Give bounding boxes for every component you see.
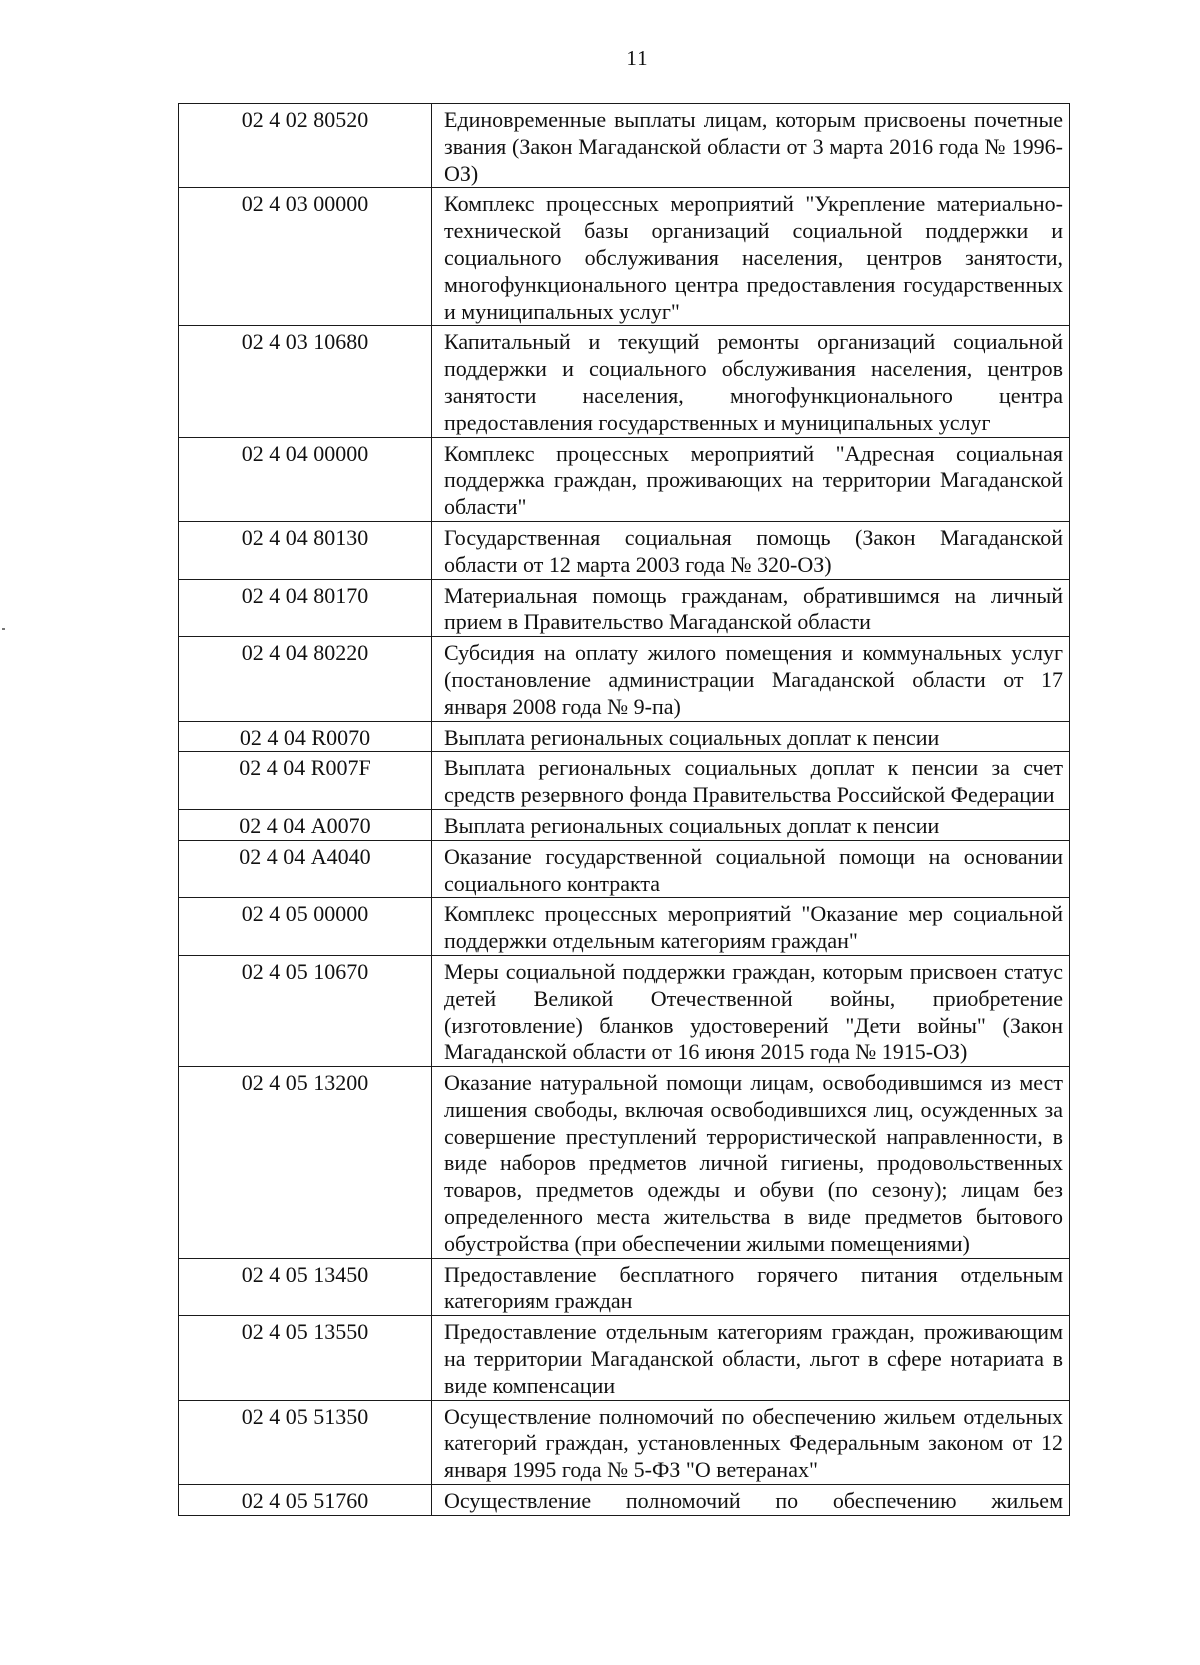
table-row [179, 188, 1070, 326]
scan-mark [2, 628, 5, 630]
row-description: Единовременные выплаты лицам, которым присвоены почетные звания (Закон Магаданской области от 3 марта 2016 года № 1996-ОЗ) [432, 104, 1070, 188]
row-code: 02 4 04 80220 [179, 637, 432, 721]
row-description: Выплата региональных социальных доплат к пенсии [432, 809, 1070, 840]
table-row [179, 721, 1070, 752]
row-code: 02 4 05 13450 [179, 1258, 432, 1316]
table-row [179, 579, 1070, 637]
table-row [179, 1485, 1070, 1516]
row-code: 02 4 05 10670 [179, 955, 432, 1066]
table-row [179, 521, 1070, 579]
row-description: Оказание натуральной помощи лицам, освободившимся из мест лишения свободы, включая освободившихся лиц, осужденных за совершение преступлений террористической направленности, в виде наборов предметов личной гигиены, продовольственных товаров, предметов одежды и обуви (по сезону); лицам без определенного места жительства в виде предметов бытового обустройства (при обеспечении жилыми помещениями) [432, 1067, 1070, 1259]
table-row [179, 637, 1070, 721]
table-row [179, 898, 1070, 956]
row-code: 02 4 04 А4040 [179, 840, 432, 898]
table-row [179, 1067, 1070, 1259]
page-number: 11 [626, 46, 649, 70]
row-description: Государственная социальная помощь (Закон Магаданской области от 12 марта 2003 года № 320-ОЗ) [432, 521, 1070, 579]
row-code: 02 4 04 А0070 [179, 809, 432, 840]
row-description: Осуществление полномочий по обеспечению жильем [432, 1485, 1070, 1516]
table-row [179, 752, 1070, 810]
row-description: Выплата региональных социальных доплат к пенсии [432, 721, 1070, 752]
budget-codes-table [178, 103, 1070, 1516]
row-description: Меры социальной поддержки граждан, которым присвоен статус детей Великой Отечественной войны, приобретение (изготовление) бланков удостоверений "Дети войны" (Закон Магаданской области от 16 июня 2015 года № 1915-ОЗ) [432, 955, 1070, 1066]
row-code: 02 4 04 R0070 [179, 721, 432, 752]
table-row [179, 955, 1070, 1066]
row-code: 02 4 05 00000 [179, 898, 432, 956]
row-code: 02 4 05 13550 [179, 1316, 432, 1400]
row-description: Предоставление отдельным категориям граждан, проживающим на территории Магаданской области, льгот в сфере нотариата в виде компенсации [432, 1316, 1070, 1400]
row-description: Выплата региональных социальных доплат к пенсии за счет средств резервного фонда Правительства Российской Федерации [432, 752, 1070, 810]
row-code: 02 4 04 R007F [179, 752, 432, 810]
row-description: Комплекс процессных мероприятий "Укрепление материально-технической базы организаций социальной поддержки и социального обслуживания населения, центров занятости, многофункционального центра предоставления государственных и муниципальных услуг" [432, 188, 1070, 326]
row-code: 02 4 04 00000 [179, 437, 432, 521]
row-description: Субсидия на оплату жилого помещения и коммунальных услуг (постановление администрации Магаданской области от 17 января 2008 года № 9-па) [432, 637, 1070, 721]
row-code: 02 4 03 00000 [179, 188, 432, 326]
table-row [179, 104, 1070, 188]
row-description: Комплекс процессных мероприятий "Адресная социальная поддержка граждан, проживающих на территории Магаданской области" [432, 437, 1070, 521]
table-row [179, 1258, 1070, 1316]
row-description: Осуществление полномочий по обеспечению жильем отдельных категорий граждан, установленных Федеральным законом от 12 января 1995 года № 5-ФЗ "О ветеранах" [432, 1400, 1070, 1484]
row-code: 02 4 02 80520 [179, 104, 432, 188]
row-code: 02 4 03 10680 [179, 326, 432, 437]
row-code: 02 4 04 80170 [179, 579, 432, 637]
row-description: Комплекс процессных мероприятий "Оказание мер социальной поддержки отдельным категориям граждан" [432, 898, 1070, 956]
row-code: 02 4 05 51760 [179, 1485, 432, 1516]
table-row [179, 1400, 1070, 1484]
row-description: Оказание государственной социальной помощи на основании социального контракта [432, 840, 1070, 898]
row-description: Капитальный и текущий ремонты организаций социальной поддержки и социального обслуживания населения, центров занятости населения, многофункционального центра предоставления государственных и муниципальных услуг [432, 326, 1070, 437]
row-code: 02 4 04 80130 [179, 521, 432, 579]
table-row [179, 840, 1070, 898]
table-row [179, 326, 1070, 437]
table-row [179, 437, 1070, 521]
table-row [179, 809, 1070, 840]
row-code: 02 4 05 51350 [179, 1400, 432, 1484]
row-description: Материальная помощь гражданам, обратившимся на личный прием в Правительство Магаданской области [432, 579, 1070, 637]
row-description: Предоставление бесплатного горячего питания отдельным категориям граждан [432, 1258, 1070, 1316]
row-code: 02 4 05 13200 [179, 1067, 432, 1259]
table-row [179, 1316, 1070, 1400]
